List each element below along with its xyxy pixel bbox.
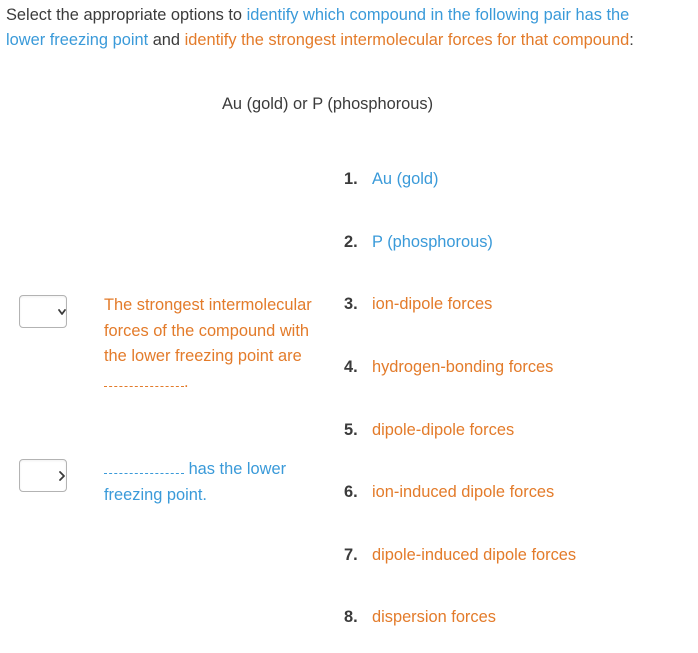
question-instructions bbox=[6, 3, 666, 53]
compound-statement-text: has the lower freezing point. bbox=[104, 460, 287, 504]
forces-dropdown[interactable] bbox=[19, 295, 67, 328]
option-label: Au (gold) bbox=[372, 170, 439, 188]
option-label: P (phosphorous) bbox=[372, 233, 493, 251]
chevron-right-icon bbox=[57, 469, 67, 483]
option-5: 5. dipole-dipole forces bbox=[344, 421, 515, 439]
compound-pair: Au (gold) or P (phosphorous) bbox=[222, 95, 434, 113]
option-4: 4. hydrogen-bonding forces bbox=[344, 358, 554, 376]
option-label: hydrogen-bonding forces bbox=[372, 358, 554, 376]
option-label: dipole-dipole forces bbox=[372, 421, 515, 439]
instructions-highlight-forces: identify the strongest intermolecular forces for that compound bbox=[184, 31, 630, 49]
option-8: 8. dispersion forces bbox=[344, 608, 496, 626]
instructions-text-3: : bbox=[629, 31, 634, 49]
instructions-highlight-compound: identify which compound in the following pair has the lower freezing point bbox=[6, 6, 630, 49]
forces-statement bbox=[104, 293, 329, 395]
option-2: 2. P (phosphorous) bbox=[344, 233, 493, 251]
option-label: dipole-induced dipole forces bbox=[372, 546, 577, 564]
instructions-text-1: Select the appropriate options to bbox=[6, 6, 247, 24]
instructions-text-2: and bbox=[148, 31, 185, 49]
option-3: 3. ion-dipole forces bbox=[344, 295, 493, 313]
option-label: dispersion forces bbox=[372, 608, 496, 626]
forces-statement-text: The strongest intermolecular forces of the compound with the lower freezing point are bbox=[104, 296, 312, 365]
option-label: ion-dipole forces bbox=[372, 295, 493, 313]
compound-answer-blank bbox=[104, 460, 184, 474]
forces-answer-blank bbox=[104, 373, 184, 387]
option-1: 1. Au (gold) bbox=[344, 170, 439, 188]
option-7: 7. dipole-induced dipole forces bbox=[344, 546, 577, 564]
compound-statement bbox=[104, 457, 304, 508]
option-6: 6. ion-induced dipole forces bbox=[344, 483, 555, 501]
option-label: ion-induced dipole forces bbox=[372, 483, 555, 501]
chevron-down-icon bbox=[57, 305, 67, 319]
compound-dropdown[interactable] bbox=[19, 459, 67, 492]
forces-statement-end: . bbox=[184, 372, 189, 391]
